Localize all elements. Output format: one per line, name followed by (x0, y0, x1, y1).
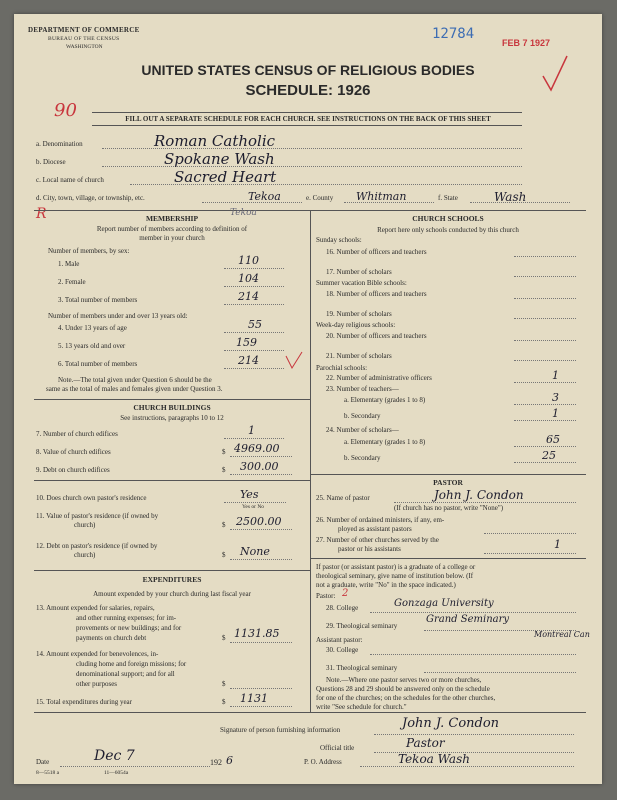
q27-label-cont: pastor or his assistants (338, 545, 401, 553)
signature-value: John J. Condon (402, 716, 500, 731)
dollar-sign: $ (222, 698, 226, 706)
q3-value: 214 (238, 290, 259, 303)
sunday-schools-label: Sunday schools: (316, 236, 362, 244)
q2-value: 104 (238, 272, 259, 285)
q12-label-cont: church) (74, 551, 96, 559)
graduate-note-1: If pastor (or assistant pastor) is a graduate of a college or (316, 563, 476, 571)
city-town-label: d. City, town, village, or township, etc. (36, 194, 145, 202)
po-address-label: P. O. Address (304, 758, 342, 766)
q31-label: 31. Theological seminary (326, 664, 398, 672)
date-value: Dec 7 (94, 748, 135, 764)
state-label: f. State (438, 194, 458, 202)
q24b-value: 25 (542, 449, 556, 462)
q14-label: 14. Amount expended for benevolences, in- (36, 650, 159, 658)
q14-label-2: cluding home and foreign missions; for (76, 660, 187, 668)
assistant-pastor-subheader: Assistant pastor: (316, 636, 363, 644)
q11-value: 2500.00 (236, 515, 282, 528)
q30-label: 30. College (326, 646, 359, 654)
graduate-note-2: theological seminary, give name of institution below. (If (316, 572, 474, 580)
q23-label: 23. Number of teachers— (326, 385, 399, 393)
q12-label: 12. Debt on pastor's residence (if owned by (36, 542, 158, 550)
q24a-value: 65 (546, 433, 560, 446)
county-value: Whitman (356, 190, 407, 203)
pastor-note-3: for one of the churches; on the schedules for the other churches, (316, 694, 496, 702)
q8-label: 8. Value of church edifices (36, 448, 111, 456)
official-title-label: Official title (320, 744, 355, 752)
q29-value: Grand Seminary (426, 614, 510, 625)
members-by-sex-label: Number of members, by sex: (48, 247, 130, 255)
q18-label: 18. Number of officers and teachers (326, 290, 427, 298)
q25-hint: (If church has no pastor, write "None") (394, 504, 504, 512)
q13-label: 13. Amount expended for salaries, repairs, (36, 604, 155, 612)
q23b-value: 1 (552, 407, 559, 420)
membership-title: MEMBERSHIP (145, 214, 199, 223)
q26-label: 26. Number of ordained ministers, if any, em- (316, 516, 445, 524)
membership-intro-1: Report number of members according to definition of (96, 225, 248, 233)
yes-or-no-hint: Yes or No (242, 504, 265, 510)
pastor-red-mark: 2 (342, 588, 349, 599)
q20-label: 20. Number of officers and teachers (326, 332, 427, 340)
q13-label-3: provements or new buildings; and for (76, 624, 182, 632)
graduate-note-3: not a graduate, write "No" in the space indicated.) (316, 581, 456, 589)
expenditures-intro: Amount expended by your church during last fiscal year (93, 590, 251, 598)
pastor-note-1: Note.—Where one pastor serves two or more churches, (326, 676, 482, 684)
dollar-sign: $ (222, 521, 226, 529)
q24-label: 24. Number of scholars— (326, 426, 399, 434)
q17-label: 17. Number of scholars (326, 268, 392, 276)
denomination-label: a. Denomination (36, 140, 83, 148)
q29-label: 29. Theological seminary (326, 622, 398, 630)
q7-value: 1 (248, 424, 255, 437)
q10-label: 10. Does church own pastor's residence (36, 494, 147, 502)
form-title: UNITED STATES CENSUS OF RELIGIOUS BODIES (141, 62, 475, 78)
dollar-sign: $ (222, 448, 226, 456)
q6-label: 6. Total number of members (58, 360, 138, 368)
diocese-label: b. Diocese (36, 158, 66, 166)
q22-value: 1 (552, 369, 559, 382)
q13-label-4: payments on church debt (76, 634, 147, 642)
q23a-value: 3 (552, 391, 559, 404)
q19-label: 19. Number of scholars (326, 310, 392, 318)
q13-value: 1131.85 (234, 627, 280, 640)
diocese-value: Spokane Wash (164, 150, 275, 168)
membership-handwritten-note: Tekoa (230, 208, 257, 218)
q23a-label: a. Elementary (grades 1 to 8) (344, 396, 426, 404)
membership-note-1: Note.—The total given under Question 6 should be the (58, 376, 212, 384)
church-buildings-intro: See instructions, paragraphs 10 to 12 (120, 414, 224, 422)
q12-value: None (240, 545, 270, 558)
margin-mark: R (36, 206, 47, 222)
pastor-note-2: Questions 28 and 29 should be answered only on the schedule (316, 685, 490, 693)
summer-schools-label: Summer vacation Bible schools: (316, 279, 407, 287)
q29-value-cont: Montreal Can (534, 630, 590, 639)
q28-value: Gonzaga University (394, 598, 494, 609)
q3-label: 3. Total number of members (58, 296, 138, 304)
q4-label: 4. Under 13 years of age (58, 324, 127, 332)
dollar-sign: $ (222, 551, 226, 559)
form-number-2: 11—6054a (104, 770, 129, 776)
dollar-sign: $ (222, 680, 226, 688)
state-value: Wash (494, 190, 527, 204)
q26-label-cont: ployed as assistant pastors (338, 525, 412, 533)
q1-label: 1. Male (58, 260, 80, 268)
date-label: Date (36, 758, 50, 766)
q7-label: 7. Number of church edifices (36, 430, 118, 438)
official-title-value: Pastor (406, 736, 445, 750)
church-buildings-title: CHURCH BUILDINGS (133, 403, 211, 412)
q15-value: 1131 (240, 692, 268, 705)
q11-label-cont: church) (74, 521, 96, 529)
census-schedule-form (14, 14, 602, 784)
age-header-label: Number of members under and over 13 years old: (48, 312, 188, 320)
q28-label: 28. College (326, 604, 359, 612)
year-prefix: 192 (210, 758, 222, 767)
q9-label: 9. Debt on church edifices (36, 466, 110, 474)
signature-label: Signature of person furnishing information (220, 726, 341, 734)
q15-label: 15. Total expenditures during year (36, 698, 132, 706)
denomination-value: Roman Catholic (154, 132, 276, 150)
pastor-subheader: Pastor: (316, 592, 336, 600)
q2-label: 2. Female (58, 278, 86, 286)
membership-intro-2: member in your church (139, 234, 205, 242)
department-label: DEPARTMENT OF COMMERCE (28, 26, 140, 34)
q14-label-4: other purposes (76, 680, 118, 688)
serial-number-stamp: 12784 (432, 26, 475, 42)
dollar-sign: $ (222, 466, 226, 474)
membership-note-2: same as the total of males and females given under Question 3. (46, 385, 223, 393)
date-received-stamp: FEB 7 1927 (502, 38, 551, 48)
weekday-schools-label: Week-day religious schools: (316, 321, 396, 329)
red-handwritten-mark: 90 (54, 100, 77, 121)
bureau-label: BUREAU OF THE CENSUS (48, 36, 120, 42)
city-town-value: Tekoa (248, 190, 281, 203)
pastor-title: PASTOR (433, 478, 463, 487)
q11-label: 11. Value of pastor's residence (if owned by (36, 512, 159, 520)
instructions-banner: FILL OUT A SEPARATE SCHEDULE FOR EACH CHURCH. SEE INSTRUCTIONS ON THE BACK OF THIS SHEET (125, 115, 491, 123)
q9-value: 300.00 (240, 460, 279, 473)
q24a-label: a. Elementary (grades 1 to 8) (344, 438, 426, 446)
form-number: 8—5518 a (36, 770, 60, 776)
q5-value: 159 (236, 336, 257, 349)
q27-value: 1 (554, 538, 561, 551)
q24b-label: b. Secondary (344, 454, 381, 462)
q14-label-3: denominational support; and for all (76, 670, 175, 678)
q4-value: 55 (248, 318, 262, 331)
q13-label-2: and other running expenses; for im- (76, 614, 177, 622)
q16-label: 16. Number of officers and teachers (326, 248, 427, 256)
q1-value: 110 (238, 254, 259, 267)
q6-value: 214 (238, 354, 259, 367)
po-address-value: Tekoa Wash (398, 752, 470, 766)
q21-label: 21. Number of scholars (326, 352, 392, 360)
local-church-name-value: Sacred Heart (174, 168, 277, 186)
church-schools-intro: Report here only schools conducted by this church (377, 226, 519, 234)
q5-label: 5. 13 years old and over (58, 342, 126, 350)
q10-value: Yes (240, 488, 259, 501)
q22-label: 22. Number of administrative officers (326, 374, 432, 382)
church-schools-title: CHURCH SCHOOLS (412, 214, 484, 223)
local-church-name-label: c. Local name of church (36, 176, 104, 184)
pastor-note-4: write "See schedule for church." (316, 703, 407, 711)
red-tick-icon (284, 350, 304, 372)
year-digit: 6 (226, 754, 233, 767)
dollar-sign: $ (222, 634, 226, 642)
parochial-schools-label: Parochial schools: (316, 364, 368, 372)
form-subtitle: SCHEDULE: 1926 (245, 82, 371, 99)
q25-value: John J. Condon (434, 488, 524, 502)
q23b-label: b. Secondary (344, 412, 381, 420)
expenditures-title: EXPENDITURES (142, 575, 202, 584)
q8-value: 4969.00 (234, 442, 280, 455)
city-label: WASHINGTON (66, 44, 103, 50)
q25-label: 25. Name of pastor (316, 494, 370, 502)
q27-label: 27. Number of other churches served by the (316, 536, 439, 544)
county-label: e. County (306, 194, 334, 202)
